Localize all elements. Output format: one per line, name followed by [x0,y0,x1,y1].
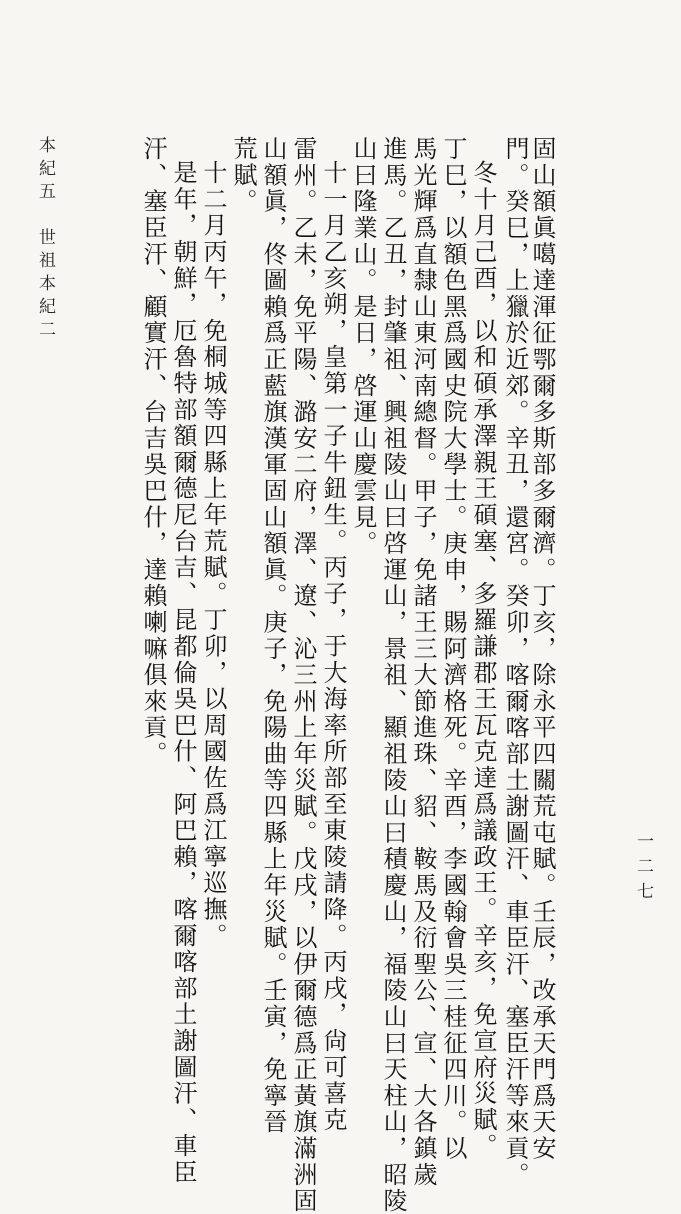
text-column-2: 門。癸巳，上獵於近郊。辛丑，還宮。癸卯，喀爾喀部土謝圖汗、車臣汗、塞臣汗等來貢。 [501,136,529,1188]
text-column-8: 十一月乙亥朔，皇第一子牛鈕生。丙子，于大海率所部至東陵請降。丙戌，尙可喜克 [319,160,347,1134]
text-column-5: 馬光輝爲直隸山東河南總督。甲子，免諸王三大節進珠、貂、鞍馬及衍聖公、宣、大各鎮歲 [409,136,437,1188]
text-column-3: 冬十月己酉，以和碩承澤親王碩塞、多羅謙郡王瓦克達爲議政王。辛亥，免宣府災賦。 [469,160,497,1160]
text-column-13: 是年，朝鮮，厄魯特部額爾德尼台吉、昆都倫吳巴什、阿巴賴，喀爾喀部土謝圖汗、車臣 [169,160,197,1186]
text-column-9: 雷州。乙未，免平陽、潞安二府，澤、遼、沁三州上年災賦。戊戌，以伊爾德爲正黃旗滿洲固 [289,136,317,1214]
text-column-11: 荒賦。 [229,136,257,215]
chapter-header: 本紀五 [35,136,55,205]
text-column-10: 山額眞，佟圖賴爲正藍旗漢軍固山額眞。庚子，免陽曲等四縣上年災賦。壬寅，免寧晉 [259,136,287,1136]
page-number: 一二七 [633,832,653,907]
text-column-7: 山曰隆業山。是日，啓運山慶雲見。 [349,136,377,557]
text-column-6: 進馬。乙丑，封肇祖、興祖陵山曰啓運山，景祖、顯祖陵山曰積慶山，福陵山曰天柱山，昭陵 [379,136,407,1214]
book-title-header: 世祖本紀二 [35,228,55,343]
text-column-12: 十二月丙午，免桐城等四縣上年荒賦。丁卯，以周國佐爲江寧巡撫。 [199,160,227,949]
text-column-4: 丁巳，以額色黑爲國史院大學士。庚申，賜阿濟格死。辛酉，李國翰會吳三桂征四川。以 [439,136,467,1162]
text-column-1: 固山額眞噶達渾征鄂爾多斯部多爾濟。丁亥，除永平四關荒屯賦。壬辰，改承天門爲天安 [528,136,556,1162]
text-column-14: 汗、塞臣汗、顧實汗、台吉吳巴什，達賴喇嘛俱來貢。 [139,136,167,768]
